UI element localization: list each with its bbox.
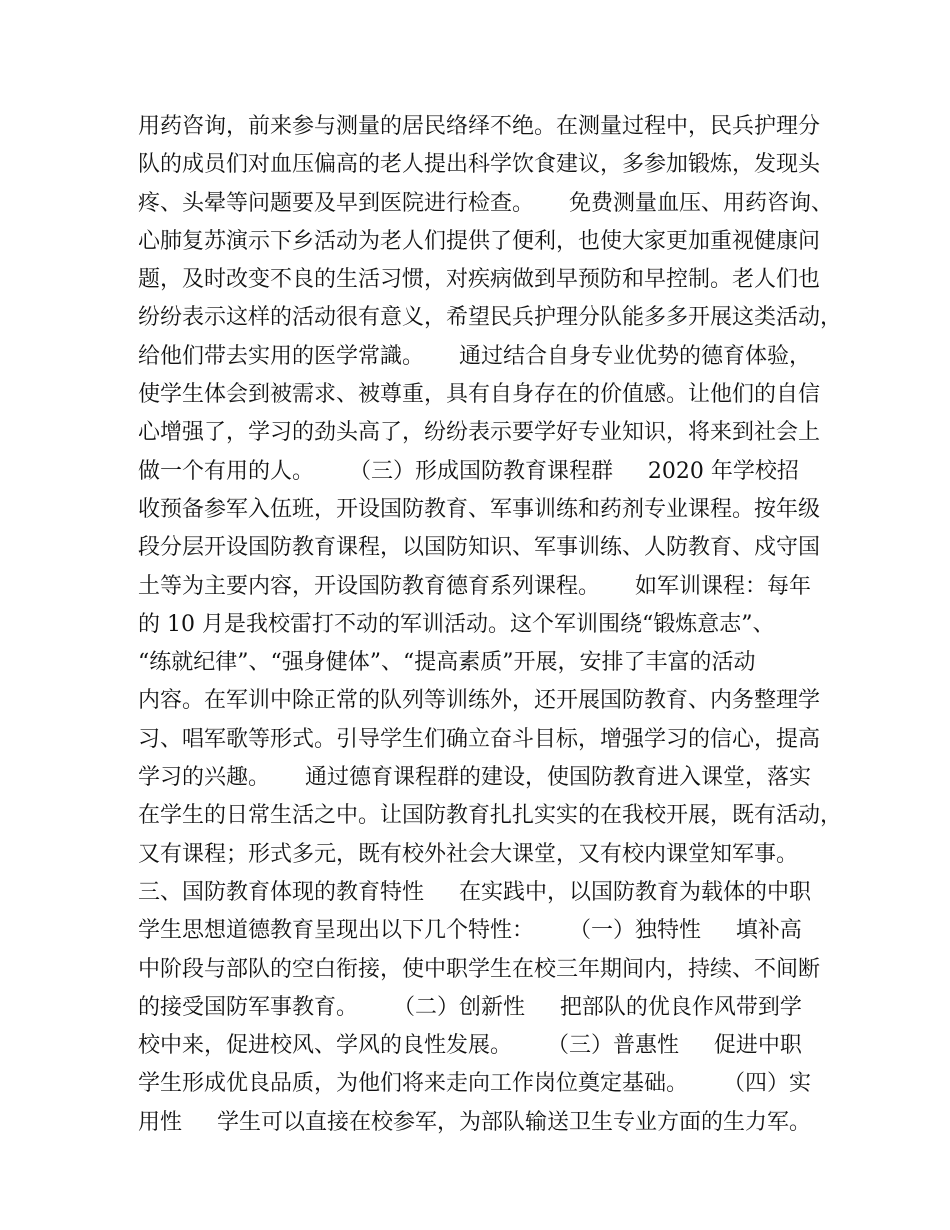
text-line: 学生思想道德教育呈现出以下几个特性： （一）独特性 填补高 xyxy=(138,918,802,944)
text-line: 中阶段与部队的空白衔接，使中职学生在校三年期间内，持续、不间断 xyxy=(138,956,821,982)
text-line: 的 10 月是我校雷打不动的军训活动。这个军训围绕“锻炼意志”、 xyxy=(138,611,775,637)
text-line: 土等为主要内容，开设国防教育德育系列课程。 如军训课程：每年 xyxy=(138,573,811,599)
text-line: 疼、头晕等问题要及早到医院进行检查。 免费测量血压、用药咨询、 xyxy=(138,190,833,216)
text-line: 用性 学生可以直接在校参军，为部队输送卫生专业方面的生力军。 xyxy=(138,1109,811,1135)
text-line: 使学生体会到被需求、被尊重，具有自身存在的价值感。让他们的自信 xyxy=(138,382,821,408)
text-line: 的接受国防军事教育。 （二）创新性 把部队的优良作风带到学 xyxy=(138,994,802,1020)
text-line: 收预备参军入伍班，开设国防教育、军事训练和药剂专业课程。按年级 xyxy=(138,496,821,522)
text-line: 给他们带去实用的医学常識。 通过结合自身专业优势的德育体验， xyxy=(138,343,811,369)
text-line: 三、国防教育体现的教育特性 在实践中，以国防教育为载体的中职 xyxy=(138,879,811,905)
text-line: 心增强了，学习的劲头高了，纷纷表示要学好专业知识，将来到社会上 xyxy=(138,420,821,446)
text-line: 纷纷表示这样的活动很有意义，希望民兵护理分队能多多开展这类活动， xyxy=(138,305,843,331)
text-line: 队的成员们对血压偏高的老人提出科学饮食建议，多参加锻炼，发现头 xyxy=(138,152,821,178)
text-line: 又有课程；形式多元，既有校外社会大课堂，又有校内课堂知军事。 xyxy=(138,841,799,867)
text-line: 做一个有用的人。 （三）形成国防教育课程群 2020 年学校招 xyxy=(138,458,799,484)
text-line: 在学生的日常生活之中。让国防教育扎扎实实的在我校开展，既有活动， xyxy=(138,803,843,829)
body-text xyxy=(138,108,843,1142)
text-line: 内容。在军训中除正常的队列等训练外，还开展国防教育、内务整理学 xyxy=(138,688,821,714)
text-line: 习、唱军歌等形式。引导学生们确立奋斗目标，增强学习的信心，提高 xyxy=(138,726,821,752)
text-line: “练就纪律”、“强身健体”、“提高素质”开展，安排了丰富的活动 xyxy=(138,650,756,676)
text-line: 学习的兴趣。 通过德育课程群的建设，使国防教育进入课堂，落实 xyxy=(138,765,811,791)
text-line: 校中来，促进校风、学风的良性发展。 （三）普惠性 促进中职 xyxy=(138,1033,802,1059)
text-line: 段分层开设国防教育课程，以国防知识、军事训练、人防教育、戍守国 xyxy=(138,535,821,561)
text-line: 用药咨询，前来参与测量的居民络绎不绝。在测量过程中，民兵护理分 xyxy=(138,114,821,139)
text-line: 学生形成优良品质，为他们将来走向工作岗位奠定基础。 （四）实 xyxy=(138,1071,811,1097)
text-line: 心肺复苏演示下乡活动为老人们提供了便利，也使大家更加重视健康问 xyxy=(138,228,821,254)
text-line: 题，及时改变不良的生活习惯，对疾病做到早预防和早控制。老人们也 xyxy=(138,267,821,293)
